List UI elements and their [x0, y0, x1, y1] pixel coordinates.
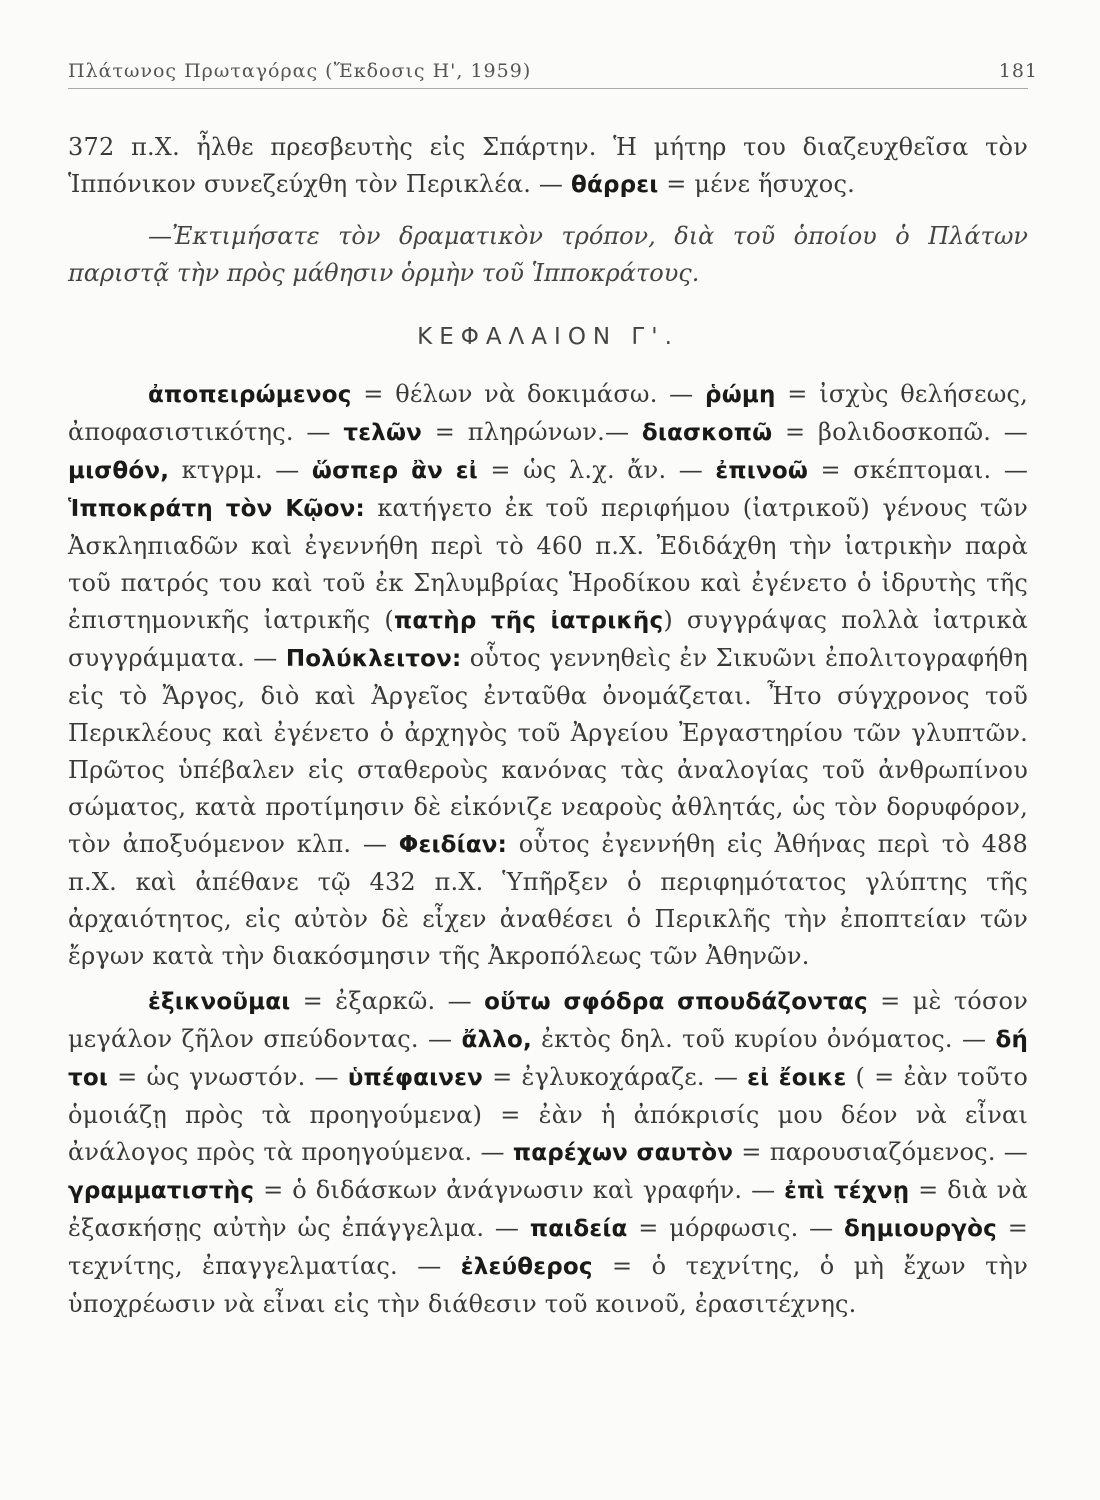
gloss-term: οὕτω σφόδρα σπουδάζοντας: [484, 989, 868, 1015]
text-segment: 372 π.Χ. ἦλθε πρεσβευτὴς εἰς Σπάρτην. Ἡ μήτηρ του διαζευχθεῖσα τὸν Ἱππόνικον συνεζεύχθη τὸν Περικλέα. —: [68, 133, 1028, 198]
text-segment: = πληρώνων.—: [422, 418, 642, 446]
text-segment: = σκέπτομαι. —: [808, 456, 1029, 484]
gloss-term: Πολύκλειτον:: [285, 646, 462, 672]
gloss-term: θάρρει: [570, 172, 659, 198]
page: [68, 60, 1038, 1323]
text-segment: = ἰσχὺς θελήσεως, ἀποφασιστικότης. —: [68, 380, 1028, 446]
gloss-term: Φειδίαν:: [398, 832, 508, 858]
gloss-term: ὥσπερ ἂν εἰ: [311, 458, 478, 484]
text-segment: = ὡς λ.χ. ἄν. —: [477, 456, 716, 484]
gloss-term: ἐπὶ τέχνῃ: [784, 1178, 910, 1204]
text-segment: = ὁ τεχνίτης, ὁ μὴ ἔχων τὴν ὑποχρέωσιν νὰ εἶναι εἰς τὴν διάθεσιν τοῦ κοινοῦ, ἐρασιτέχνης.: [68, 1252, 1028, 1318]
text-segment: = διὰ νὰ ἐξασκήσῃς αὐτὴν ὡς ἐπάγγελμα. —: [68, 1176, 1028, 1242]
chapter-heading: ΚΕΦΑΛΑΙΟΝ Γ'.: [417, 324, 679, 350]
gloss-term: ὑπέφαινεν: [347, 1065, 484, 1091]
text-segment: = μόρφωσις. —: [627, 1214, 845, 1242]
text-segment: = ἐξαρκῶ. —: [290, 987, 485, 1015]
text-segment: οὗτος ἐγεννήθη εἰς Ἀθήνας περὶ τὸ 488 π.Χ. καὶ ἀπέθανε τῷ 432 π.Χ. Ὑπῆρξεν ὁ περιφημότατος γλύπτης τῆς ἀρχαιότητος, εἰς αὐτὸν δὲ εἶχεν ἀναθέσει ὁ Περικλῆς τὴν ἐποπτείαν τῶν ἔργων κατὰ τὴν διακόσμησιν τῆς Ἀκροπόλεως τῶν Ἀθηνῶν.: [68, 830, 1028, 970]
gloss-term: ἐλεύθερος: [460, 1254, 593, 1280]
gloss-term: εἰ ἔοικε: [747, 1065, 847, 1091]
text-segment: ) συγγράψας πολλὰ ἰατρικὰ συγγράμματα. —: [68, 606, 1029, 672]
text-segment: κατήγετο ἐκ τοῦ περιφήμου (ἰατρικοῦ) γένους τῶν Ἀσκληπιαδῶν καὶ ἐγεννήθη περὶ τὸ 460 π.Χ. Ἐδιδάχθη τὴν ἰατρικὴν παρὰ τοῦ πατρός του καὶ τοῦ ἐκ Σηλυμβρίας Ἡροδίκου καὶ ἐγένετο ὁ ἱδρυτὴς τῆς ἐπιστημονικῆς ἰατρικῆς (: [68, 494, 1028, 634]
gloss-term: παρέχων σαυτὸν: [512, 1140, 734, 1166]
running-header: [68, 60, 1038, 89]
text-segment: = βολιδοσκοπῶ. —: [772, 418, 1028, 446]
gloss-term: ἐπινοῶ: [715, 458, 809, 484]
text-segment: = ὡς γνωστόν. —: [108, 1063, 348, 1091]
gloss-term: μισθόν,: [68, 458, 170, 484]
gloss-term: ἀποπειρώμενος: [148, 382, 352, 408]
text-segment: = ἐγλυκοχάραζε. —: [483, 1063, 748, 1091]
gloss-term: ἄλλο,: [461, 1027, 532, 1053]
gloss-term: πατὴρ τῆς ἰατρικῆς: [393, 608, 664, 634]
text-segment: = παρουσιαζόμενος. —: [733, 1138, 1028, 1166]
page-number: 181: [998, 60, 1038, 82]
gloss-term: τελῶν: [343, 420, 423, 446]
text-segment: = μένε ἥσυχος.: [658, 170, 855, 198]
gloss-term: παιδεία: [529, 1216, 628, 1242]
running-title: Πλάτωνος Πρωταγόρας (Ἔκδοσις Η', 1959): [68, 60, 532, 82]
study-question: —Ἐκτιμήσατε τὸν δραματικὸν τρόπον, διὰ τοῦ ὁποίου ὁ Πλάτων παριστᾷ τὴν πρὸς μάθησιν ὁρμὴν τοῦ Ἱπποκράτους.: [68, 222, 1028, 287]
gloss-paragraph-1: [68, 376, 1028, 975]
text-segment: κτγρμ. —: [169, 456, 312, 484]
gloss-term: δημιουργὸς: [844, 1216, 997, 1242]
text-segment: = θέλων νὰ δοκιμάσω. —: [351, 380, 706, 408]
text-segment: ( = ἐὰν τοῦτο ὁμοιάζῃ πρὸς τὰ προηγούμενα) = ἐὰν ἡ ἀπόκρισίς μου δέον νὰ εἶναι ἀνάλογος πρὸς τὰ προηγούμενα. —: [68, 1063, 1028, 1166]
text-segment: ἐκτὸς δηλ. τοῦ κυρίου ὀνόματος. —: [531, 1025, 996, 1053]
gloss-term: Ἱπποκράτη τὸν Κῷον:: [68, 496, 365, 522]
text-segment: οὗτος γεννηθεὶς ἐν Σικυῶνι ἐπολιτογραφήθη εἰς τὸ Ἄργος, διὸ καὶ Ἀργεῖος ἐνταῦθα ὀνομάζεται. Ἦτο σύγχρονος τοῦ Περικλέους καὶ ἐγένετο ὁ ἀρχηγὸς τοῦ Ἀργείου Ἐργαστηρίου τῶν γλυπτῶν. Πρῶτος ὑπέβαλεν εἰς σταθεροὺς κανόνας τὰς ἀναλογίας τοῦ ἀνθρωπίνου σώματος, κατὰ προτίμησιν δὲ εἰκόνιζε νεαροὺς ἀθλητάς, ὡς τὸν δορυφόρον, τὸν ἀποξυόμενον κλπ. —: [68, 644, 1029, 858]
text-segment: = τεχνίτης, ἐπαγγελματίας. —: [68, 1214, 1029, 1280]
gloss-term: διασκοπῶ: [641, 420, 773, 446]
text-segment: = ὁ διδάσκων ἀνάγνωσιν καὶ γραφήν. —: [254, 1176, 785, 1204]
gloss-term: δή τοι: [68, 1027, 1029, 1091]
intro-paragraph: [68, 129, 1028, 204]
text-segment: = μὲ τόσον μεγάλον ζῆλον σπεύδοντας. —: [68, 987, 1028, 1053]
gloss-term: ῥώμη: [705, 382, 776, 408]
gloss-paragraph-2: [68, 983, 1028, 1323]
gloss-term: ἐξικνοῦμαι: [148, 989, 291, 1015]
gloss-term: γραμματιστὴς: [68, 1178, 255, 1204]
